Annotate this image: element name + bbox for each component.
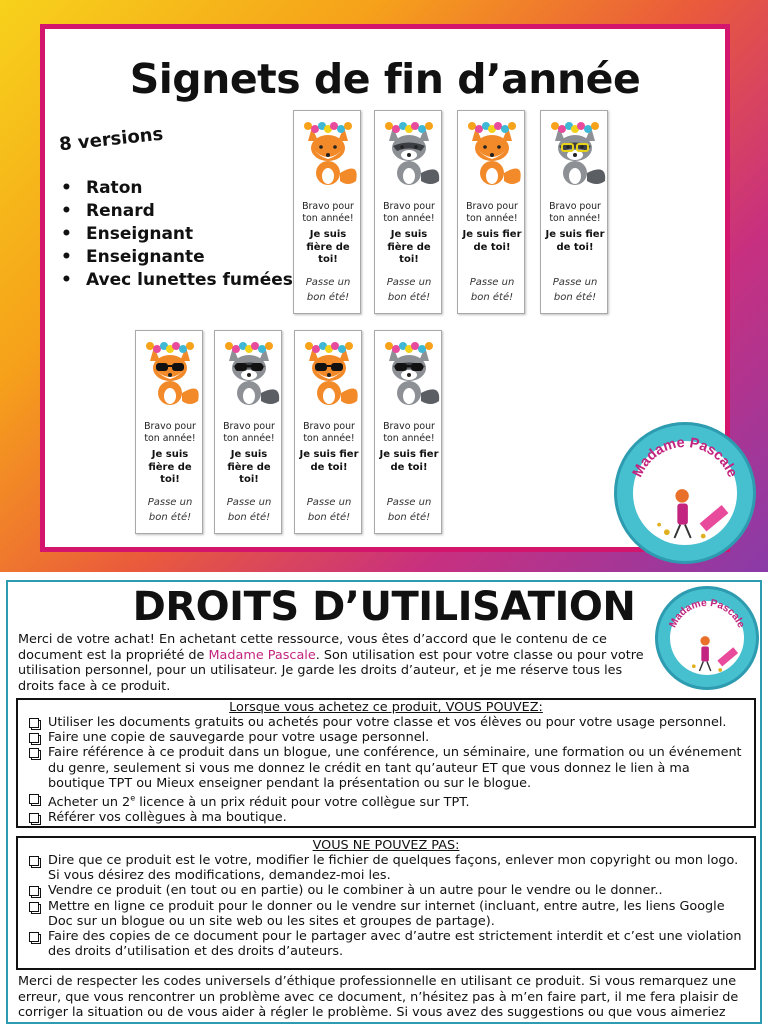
cannot-list	[24, 853, 748, 959]
intro-paragraph	[18, 632, 658, 694]
sign-text: Passe un bon été!	[226, 497, 272, 523]
intro-text: . Son utilisation est pour votre classe ou pour votre utilisation personnel, pour un utilisateur. Je garde les droits d’auteur, et je me réserve tous les droits face à ce produit.	[18, 647, 644, 694]
sign-text: Passe un bon été!	[147, 497, 193, 523]
raccoon-illustration	[217, 335, 281, 409]
sign-text: Passe un bon été!	[386, 497, 432, 523]
list-item: Faire référence à ce produit dans un blogue, une conférence, un séminaire, une formation ou un événement du genre, seulement si vous me donnez le crédit en tant qu’auteur ET que vous donnez le lien à ma boutique TPT ou Mieux enseigner pendant la présentation ou sur le blogue.	[24, 745, 748, 791]
intro-text: Merci de votre achat! En achetant cette ressource, vous êtes d’accord que le contenu de ce document est la propriété de	[18, 632, 607, 663]
logo-illustration	[617, 425, 753, 561]
bravo-text: Bravo pour ton année!	[223, 421, 275, 444]
bravo-text: Bravo pour ton année!	[144, 421, 196, 444]
brand-name: Madame Pascale	[208, 647, 316, 663]
fox-illustration	[296, 115, 360, 189]
madame-pascale-logo	[655, 586, 759, 690]
message-text: Je suis fière de toi!	[387, 229, 431, 265]
rights-title: DROITS D’UTILISATION	[132, 584, 636, 630]
madame-pascale-logo	[614, 422, 756, 564]
bookmark-fox-sunglasses	[294, 330, 362, 534]
list-item: Vendre ce produit (en tout ou en partie) ou le combiner à un autre pour le vendre ou le donner..	[24, 883, 748, 898]
list-item: • Raton	[61, 177, 293, 200]
can-box	[16, 698, 756, 828]
bravo-text: Bravo pour ton année!	[549, 201, 601, 224]
outro-paragraph: Merci de respecter les codes universels d’éthique professionnelle en utilisant ce produit. Si vous remarquez une erreur, que vous rencontrer un problème avec ce document, n’hésitez pas à m’en faire part, il me fera plaisir de corriger la situation ou de vous aider à régler le problème. Si vous avez des suggestions ou que vous aimeriez	[18, 974, 739, 1020]
fox-illustration	[138, 335, 202, 409]
list-item: • Enseignant	[61, 223, 293, 246]
sign-text: Passe un bon été!	[306, 497, 352, 523]
bookmark-raccoon-glasses	[540, 110, 608, 314]
can-list	[24, 715, 748, 826]
message-text: Je suis fière de toi!	[306, 229, 350, 265]
raccoon-illustration	[543, 115, 607, 189]
message-text: Je suis fier de toi!	[379, 449, 439, 473]
raccoon-illustration	[377, 335, 441, 409]
page-title: Signets de fin d’année	[129, 55, 641, 103]
list-item: Utiliser les documents gratuits ou achetés pour votre classe et vos élèves ou pour votre usage personnel.	[24, 715, 748, 730]
logo-text: Madame Pascale	[629, 434, 741, 480]
message-text: Je suis fier de toi!	[462, 229, 522, 253]
message-text: Je suis fier de toi!	[545, 229, 605, 253]
sign-text: Passe un bon été!	[469, 277, 515, 303]
list-item: Faire des copies de ce document pour le partager avec d’autre est strictement interdit et c’est une violation des droits d’utilisation et des droits d’auteurs.	[24, 929, 748, 959]
list-item: • Renard	[61, 200, 293, 223]
bookmark-fox	[293, 110, 361, 314]
sign-text: Passe un bon été!	[305, 277, 351, 303]
raccoon-illustration	[377, 115, 441, 189]
list-item: Dire que ce produit est le votre, modifier le fichier de quelques façons, enlever mon copyright ou mon logo. Si vous désirez des modifications, demandez-moi les.	[24, 853, 748, 883]
sign-text: Passe un bon été!	[386, 277, 432, 303]
list-item: • Enseignante	[61, 246, 293, 269]
cannot-heading: VOUS NE POUVEZ PAS:	[312, 838, 460, 853]
fox-illustration	[460, 115, 524, 189]
message-text: Je suis fier de toi!	[299, 449, 359, 473]
bookmark-raccoon-sunglasses	[214, 330, 282, 534]
bravo-text: Bravo pour ton année!	[303, 421, 355, 444]
cannot-box	[16, 836, 756, 970]
licence-item-text: Acheter un 2e licence à un prix réduit pour votre collègue sur TPT.	[48, 794, 470, 811]
logo-text: Madame Pascale	[667, 597, 747, 630]
bravo-text: Bravo pour ton année!	[383, 201, 435, 224]
list-item: • Avec lunettes fumées	[61, 269, 293, 292]
bookmark-raccoon-sunglasses	[374, 330, 442, 534]
logo-illustration	[658, 589, 756, 687]
bookmark-fox	[457, 110, 525, 314]
list-item: Faire une copie de sauvegarde pour votre usage personnel.	[24, 730, 748, 745]
list-item: Mettre en ligne ce produit pour le donner ou le vendre sur internet (incluant, entre autre, les liens Google Doc sur un blogue ou un site web ou les sites et groupes de partage).	[24, 899, 748, 929]
fox-illustration	[297, 335, 361, 409]
versions-label: 8 versions	[58, 123, 165, 156]
can-heading: Lorsque vous achetez ce produit, VOUS POUVEZ:	[229, 700, 543, 715]
bravo-text: Bravo pour ton année!	[302, 201, 354, 224]
message-text: Je suis fière de toi!	[227, 449, 271, 485]
bookmark-fox-sunglasses	[135, 330, 203, 534]
bravo-text: Bravo pour ton année!	[466, 201, 518, 224]
message-text: Je suis fière de toi!	[148, 449, 192, 485]
list-item	[24, 791, 748, 810]
sign-text: Passe un bon été!	[552, 277, 598, 303]
bravo-text: Bravo pour ton année!	[383, 421, 435, 444]
versions-list	[61, 177, 293, 292]
list-item: Référer vos collègues à ma boutique.	[24, 810, 748, 825]
bookmark-raccoon	[374, 110, 442, 314]
